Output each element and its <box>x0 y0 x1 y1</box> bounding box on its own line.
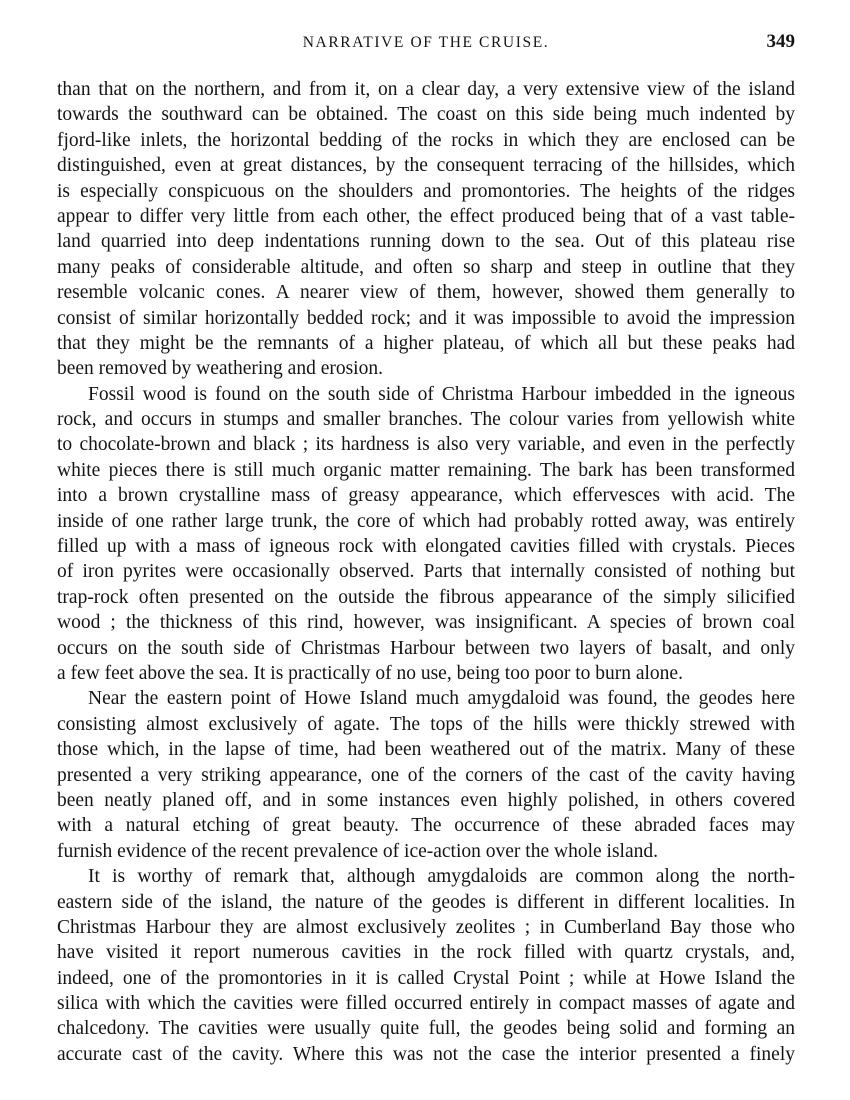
text-line: to chocolate-brown and black ; its hardness is also very variable, and even in the perfectly <box>57 434 795 456</box>
text-line: silica with which the cavities were filled occurred entirely in compact masses of agate and <box>57 993 795 1015</box>
text-line: inside of one rather large trunk, the core of which had probably rotted away, was entirely <box>57 510 795 532</box>
body-text <box>57 77 795 1067</box>
text-line: It is worthy of remark that, although amygdaloids are common along the north- <box>88 866 795 888</box>
text-line: indeed, one of the promontories in it is called Crystal Point ; while at Howe Island the <box>57 967 795 989</box>
text-line: consist of similar horizontally bedded rock; and it was impossible to avoid the impression <box>57 307 795 329</box>
text-line: filled up with a mass of igneous rock with elongated cavities filled with crystals. Pieces <box>57 536 795 558</box>
text-line: consisting almost exclusively of agate. The tops of the hills were thickly strewed with <box>57 713 795 735</box>
text-line: wood ; the thickness of this rind, however, was insignificant. A species of brown coal <box>57 612 795 634</box>
text-line: have visited it report numerous cavities in the rock filled with quartz crystals, and, <box>57 942 795 964</box>
text-line: into a brown crystalline mass of greasy appearance, which effervesces with acid. The <box>57 485 795 507</box>
paragraph <box>57 686 795 864</box>
text-line: accurate cast of the cavity. Where this was not the case the interior presented a finely <box>57 1043 795 1065</box>
text-line: chalcedony. The cavities were usually quite full, the geodes being solid and forming an <box>57 1018 795 1040</box>
paragraph <box>57 382 795 687</box>
text-line: a few feet above the sea. It is practically of no use, being too poor to burn alone. <box>57 662 683 684</box>
text-line: been neatly planed off, and in some instances even highly polished, in others covered <box>57 789 795 811</box>
running-title: NARRATIVE OF THE CRUISE. <box>302 34 550 51</box>
text-line: Christmas Harbour they are almost exclusively zeolites ; in Cumberland Bay those who <box>57 916 795 938</box>
text-line: with a natural etching of great beauty. The occurrence of these abraded faces may <box>57 815 795 837</box>
text-line: than that on the northern, and from it, on a clear day, a very extensive view of the island <box>57 79 795 100</box>
paragraph <box>57 864 795 1067</box>
text-line: trap-rock often presented on the outside the fibrous appearance of the simply silicified <box>57 586 795 608</box>
text-line: furnish evidence of the recent prevalence of ice-action over the whole island. <box>57 840 658 862</box>
text-line: Near the eastern point of Howe Island much amygdaloid was found, the geodes here <box>88 688 795 710</box>
text-line: those which, in the lapse of time, had been weathered out of the matrix. Many of these <box>57 739 795 761</box>
text-line: appear to differ very little from each other, the effect produced being that of a vast table- <box>57 205 795 227</box>
text-line: that they might be the remnants of a higher plateau, of which all but these peaks had <box>57 332 795 354</box>
text-line: land quarried into deep indentations running down to the sea. Out of this plateau rise <box>57 231 795 253</box>
text-line: of iron pyrites were occasionally observed. Parts that internally consisted of nothing but <box>57 561 795 583</box>
paragraph <box>57 77 795 382</box>
book-page <box>57 30 795 1067</box>
text-line: eastern side of the island, the nature of the geodes is different in different localities. In <box>57 891 795 913</box>
running-header <box>57 30 795 58</box>
text-line: occurs on the south side of Christmas Harbour between two layers of basalt, and only <box>57 637 795 659</box>
text-line: Fossil wood is found on the south side of Christma Harbour imbedded in the igneous <box>88 383 795 405</box>
text-line: been removed by weathering and erosion. <box>57 358 383 380</box>
text-line: many peaks of considerable altitude, and often so sharp and steep in outline that they <box>57 256 795 278</box>
text-line: presented a very striking appearance, one of the corners of the cast of the cavity having <box>57 764 795 786</box>
text-line: is especially conspicuous on the shoulders and promontories. The heights of the ridges <box>57 180 795 202</box>
text-line: towards the southward can be obtained. The coast on this side being much indented by <box>57 104 795 126</box>
text-line: rock, and occurs in stumps and smaller branches. The colour varies from yellowish white <box>57 409 795 431</box>
page-number: 349 <box>766 31 795 52</box>
text-line: resemble volcanic cones. A nearer view of them, however, showed them generally to <box>57 282 795 304</box>
text-line: white pieces there is still much organic matter remaining. The bark has been transformed <box>57 459 795 481</box>
text-line: fjord-like inlets, the horizontal bedding of the rocks in which they are enclosed can be <box>57 129 795 151</box>
text-line: distinguished, even at great distances, by the consequent terracing of the hillsides, which <box>57 155 795 177</box>
